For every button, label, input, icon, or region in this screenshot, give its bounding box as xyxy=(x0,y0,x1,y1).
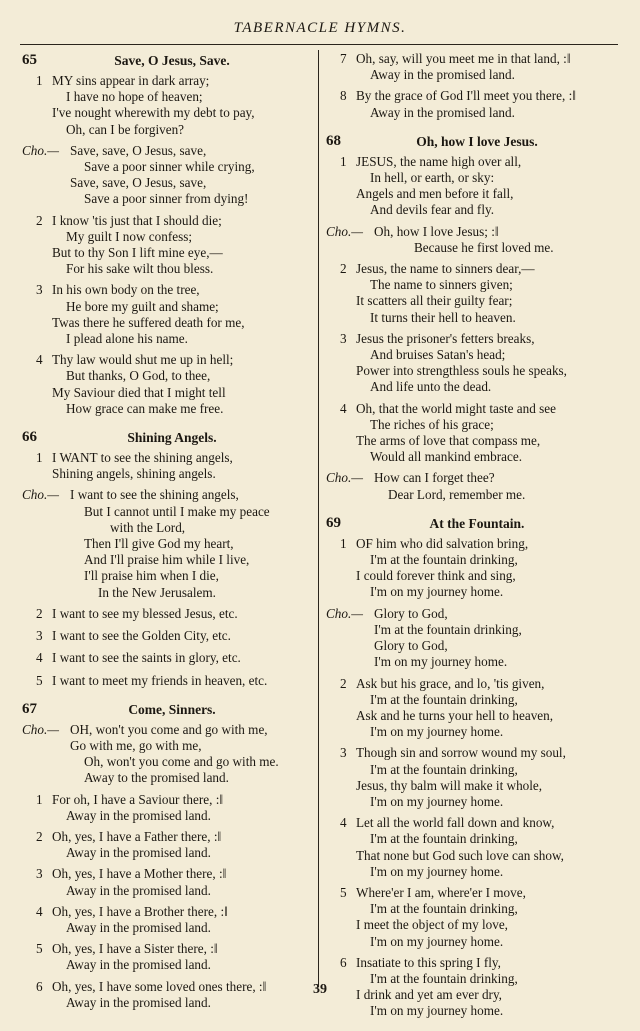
refrain-line: Away in the promised land. xyxy=(370,67,515,83)
stanza-number: 2 xyxy=(340,261,347,277)
verse-line: Because he first loved me. xyxy=(414,239,554,255)
stanza-number: 3 xyxy=(340,745,347,761)
verse-line: OH, won't you come and go with me, xyxy=(70,721,268,737)
verse-line: I'm at the fountain drinking, xyxy=(370,970,518,986)
verse-line: OF him who did salvation bring, xyxy=(356,535,529,551)
verse-line: In his own body on the tree, xyxy=(52,282,200,298)
verse-line: He bore my guilt and shame; xyxy=(66,298,219,314)
verse-line: My guilt I now confess; xyxy=(66,228,193,244)
verse-line: Dear Lord, remember me. xyxy=(388,486,526,502)
verse-line: I'm at the fountain drinking, xyxy=(370,552,518,568)
stanza-5 xyxy=(326,885,618,950)
stanza-1 xyxy=(22,73,312,138)
verse-line: But thanks, O God, to thee, xyxy=(66,368,211,384)
verse-line: Power into strengthless souls he speaks, xyxy=(356,363,567,379)
stanza-2 xyxy=(326,261,618,326)
verse-line: Ask and he turns your hell to heaven, xyxy=(356,707,554,723)
verse-line: Oh, yes, I have a Brother there, :‖ xyxy=(52,903,228,919)
stanza-number: 6 xyxy=(36,978,43,994)
verse-line: Though sin and sorrow wound my soul, xyxy=(356,745,566,761)
stanza-number: 5 xyxy=(340,884,347,900)
verse-line: Glory to God, xyxy=(374,638,448,654)
verse-line: Save a poor sinner from dying! xyxy=(84,191,249,207)
verse-line: Where'er I am, where'er I move, xyxy=(356,884,526,900)
chorus-label: Cho.— xyxy=(22,142,60,158)
verse-line: I'm at the fountain drinking, xyxy=(370,901,518,917)
verse-line: Jesus, thy balm will make it whole, xyxy=(356,777,543,793)
verse-line: Oh, can I be forgiven? xyxy=(66,121,185,137)
verse-line: I meet the object of my love, xyxy=(356,917,508,933)
verse-line: with the Lord, xyxy=(110,519,186,535)
refrain-line: Away in the promised land. xyxy=(66,919,211,935)
chorus xyxy=(326,470,618,502)
refrain-line: Away in the promised land. xyxy=(66,845,211,861)
verse-line: Away to the promised land. xyxy=(84,770,229,786)
hymn-65 xyxy=(22,51,312,417)
verse-line: It scatters all their guilty fear; xyxy=(356,293,513,309)
verse-line: I'm on my journey home. xyxy=(370,793,504,809)
verse-line: Oh, yes, I have some loved ones there, :‖ xyxy=(52,978,267,994)
stanza-2 xyxy=(22,606,312,622)
chorus xyxy=(22,722,312,787)
verse-line: Oh, say, will you meet me in that land, :‖ xyxy=(356,51,571,66)
verse-line: Oh, yes, I have a Father there, :‖ xyxy=(52,828,222,844)
verse-line: Would all mankind embrace. xyxy=(370,449,523,465)
stanza-1 xyxy=(22,792,312,824)
verse-line: Save a poor sinner while crying, xyxy=(84,159,255,175)
verse-line: In the New Jerusalem. xyxy=(98,584,216,600)
stanza-number: 1 xyxy=(36,450,43,466)
stanza-number: 4 xyxy=(340,400,347,416)
stanza-number: 3 xyxy=(36,282,43,298)
hymn-68 xyxy=(326,132,618,503)
verse-line: I have no hope of heaven; xyxy=(66,89,203,105)
verse-line: Save, save, O Jesus, save, xyxy=(70,175,207,191)
verse-line: But to thy Son I lift mine eye,— xyxy=(52,245,223,261)
verse-line: I'm on my journey home. xyxy=(370,933,504,949)
header-rule xyxy=(20,44,618,45)
hymn-number: 67 xyxy=(22,700,37,717)
verse-line: Angels and men before it fall, xyxy=(356,186,514,202)
verse-line: I want to see the Golden City, etc. xyxy=(52,628,231,644)
stanza-number: 7 xyxy=(340,51,347,66)
stanza-1 xyxy=(326,154,618,219)
stanza-2 xyxy=(22,829,312,861)
stanza-number: 2 xyxy=(340,675,347,691)
verse-line: And bruises Satan's head; xyxy=(370,347,506,363)
verse-line: It turns their hell to heaven. xyxy=(370,309,516,325)
hymn-number: 66 xyxy=(22,429,37,446)
verse-line: I'm on my journey home. xyxy=(374,654,508,670)
stanza-4 xyxy=(22,904,312,936)
hymn-66 xyxy=(22,428,312,689)
hymn-heading xyxy=(326,132,618,152)
verse-line: I drink and yet am ever dry, xyxy=(356,987,502,1003)
stanza-number: 3 xyxy=(36,628,43,644)
hymn-title: Save, O Jesus, Save. xyxy=(114,53,230,68)
verse-line: I'll praise him when I die, xyxy=(84,568,219,584)
stanza-number: 6 xyxy=(340,954,347,970)
verse-line: That none but God such love can show, xyxy=(356,847,564,863)
page-number: 39 xyxy=(313,982,327,997)
verse-line: Glory to God, xyxy=(374,605,448,621)
refrain-line: Away in the promised land. xyxy=(66,957,211,973)
chorus-label: Cho.— xyxy=(326,470,364,486)
verse-line: Ask but his grace, and lo, 'tis given, xyxy=(356,675,545,691)
verse-line: Jesus, the name to sinners dear,— xyxy=(356,261,535,277)
chorus xyxy=(22,487,312,600)
hymn-title: At the Fountain. xyxy=(429,515,525,531)
verse-line: I'm on my journey home. xyxy=(370,584,504,600)
verse-line: I plead alone his name. xyxy=(66,331,188,347)
verse-line: For oh, I have a Saviour there, :‖ xyxy=(52,791,224,807)
verse-line: My Saviour died that I might tell xyxy=(52,384,226,400)
stanza-number: 2 xyxy=(36,212,43,228)
chorus-label: Cho.— xyxy=(22,487,60,503)
verse-line: I could forever think and sing, xyxy=(356,568,516,584)
hymn-number: 65 xyxy=(22,52,37,68)
verse-line: And life unto the dead. xyxy=(370,379,492,395)
stanza-1 xyxy=(326,536,618,601)
verse-line: How can I forget thee? xyxy=(374,470,495,486)
verse-line: And I'll praise him while I live, xyxy=(84,552,250,568)
stanza-3 xyxy=(22,628,312,644)
stanza-4 xyxy=(326,815,618,880)
verse-line: The riches of his grace; xyxy=(370,416,494,432)
hymn-heading xyxy=(22,51,312,71)
verse-line: I'm at the fountain drinking, xyxy=(374,621,522,637)
running-header: TABERNACLE HYMNS. xyxy=(233,20,407,36)
chorus xyxy=(326,224,618,256)
verse-line: How grace can make me free. xyxy=(66,400,224,416)
verse-line: I've nought wherewith my debt to pay, xyxy=(52,105,255,121)
stanza-3 xyxy=(22,282,312,347)
refrain-line: Away in the promised land. xyxy=(370,104,515,120)
verse-line: And devils fear and fly. xyxy=(370,202,495,218)
verse-line: Oh, yes, I have a Sister there, :‖ xyxy=(52,941,218,957)
stanza-number: 2 xyxy=(36,605,43,621)
verse-line: I want to see the saints in glory, etc. xyxy=(52,650,241,666)
stanza-number: 4 xyxy=(36,903,43,919)
verse-line: By the grace of God I'll meet you there, :‖ xyxy=(356,88,576,104)
stanza-7 xyxy=(326,51,618,83)
verse-line: Oh, yes, I have a Mother there, :‖ xyxy=(52,866,227,882)
left-column xyxy=(22,51,312,1022)
verse-line: JESUS, the name high over all, xyxy=(356,153,522,169)
refrain-line: Away in the promised land. xyxy=(66,882,211,898)
stanza-number: 1 xyxy=(340,153,347,169)
stanza-number: 4 xyxy=(340,815,347,831)
verse-line: Oh, that the world might taste and see xyxy=(356,400,556,416)
verse-line: The arms of love that compass me, xyxy=(356,433,541,449)
stanza-number: 5 xyxy=(36,941,43,957)
verse-line: Twas there he suffered death for me, xyxy=(52,314,245,330)
stanza-number: 1 xyxy=(36,791,43,807)
hymn-heading xyxy=(326,514,618,534)
verse-line: I'm on my journey home. xyxy=(370,724,504,740)
verse-line: I want to see the shining angels, xyxy=(70,487,239,503)
stanza-4 xyxy=(22,352,312,417)
verse-line: Go with me, go with me, xyxy=(70,737,202,753)
verse-line: Thy law would shut me up in hell; xyxy=(52,352,234,368)
verse-line: Jesus the prisoner's fetters breaks, xyxy=(356,330,535,346)
verse-line: I want to meet my friends in heaven, etc. xyxy=(52,672,268,688)
chorus-label: Cho.— xyxy=(326,605,364,621)
stanza-number: 3 xyxy=(340,330,347,346)
right-column xyxy=(326,51,618,1031)
verse-line: The name to sinners given; xyxy=(370,277,513,293)
verse-line: Oh, how I love Jesus; :‖ xyxy=(374,223,499,239)
stanza-2 xyxy=(22,213,312,278)
verse-line: I'm at the fountain drinking, xyxy=(370,761,518,777)
chorus xyxy=(22,143,312,208)
verse-line: I know 'tis just that I should die; xyxy=(52,212,222,228)
refrain-line: Away in the promised land. xyxy=(66,994,211,1010)
stanza-number: 3 xyxy=(36,866,43,882)
hymn-67-continued xyxy=(326,51,618,121)
hymn-number: 69 xyxy=(326,514,341,531)
verse-line: Insatiate to this spring I fly, xyxy=(356,954,501,970)
hymn-69 xyxy=(326,514,618,1020)
stanza-5 xyxy=(22,941,312,973)
verse-line: Oh, won't you come and go with me. xyxy=(84,754,279,770)
verse-line: I'm at the fountain drinking, xyxy=(370,831,518,847)
stanza-1 xyxy=(22,450,312,482)
stanza-number: 2 xyxy=(36,828,43,844)
hymn-number: 68 xyxy=(326,132,341,149)
verse-line: I'm at the fountain drinking, xyxy=(370,691,518,707)
stanza-2 xyxy=(326,676,618,741)
verse-line: I want to see my blessed Jesus, etc. xyxy=(52,605,238,621)
hymn-title: Come, Sinners. xyxy=(128,701,216,717)
verse-line: For his sake wilt thou bless. xyxy=(66,261,214,277)
chorus xyxy=(326,606,618,671)
verse-line: Save, save, O Jesus, save, xyxy=(70,142,207,158)
verse-line: Then I'll give God my heart, xyxy=(84,536,234,552)
stanza-number: 4 xyxy=(36,352,43,368)
hymn-67 xyxy=(22,700,312,1011)
stanza-number: 1 xyxy=(340,535,347,551)
hymn-title: Shining Angels. xyxy=(127,430,217,446)
chorus-label: Cho.— xyxy=(22,721,60,737)
verse-line: I'm on my journey home. xyxy=(370,863,504,879)
stanza-number: 5 xyxy=(36,672,43,688)
hymn-heading xyxy=(22,700,312,720)
stanza-8 xyxy=(326,88,618,120)
verse-line: Shining angels, shining angels. xyxy=(52,466,216,482)
verse-line: Let all the world fall down and know, xyxy=(356,815,555,831)
stanza-3 xyxy=(326,745,618,810)
verse-line: I WANT to see the shining angels, xyxy=(52,450,233,466)
hymn-title: Oh, how I love Jesus. xyxy=(416,133,538,149)
stanza-5 xyxy=(22,673,312,689)
verse-line: MY sins appear in dark array; xyxy=(52,73,210,88)
stanza-number: 1 xyxy=(36,73,43,88)
stanza-number: 4 xyxy=(36,650,43,666)
column-divider xyxy=(318,50,319,985)
refrain-line: Away in the promised land. xyxy=(66,807,211,823)
verse-line: But I cannot until I make my peace xyxy=(84,503,270,519)
stanza-3 xyxy=(326,331,618,396)
verse-line: I'm on my journey home. xyxy=(370,1003,504,1019)
stanza-number: 8 xyxy=(340,88,347,104)
chorus-label: Cho.— xyxy=(326,223,364,239)
stanza-4 xyxy=(22,650,312,666)
hymn-heading xyxy=(22,428,312,448)
stanza-3 xyxy=(22,866,312,898)
stanza-4 xyxy=(326,401,618,466)
verse-line: In hell, or earth, or sky: xyxy=(370,170,495,186)
